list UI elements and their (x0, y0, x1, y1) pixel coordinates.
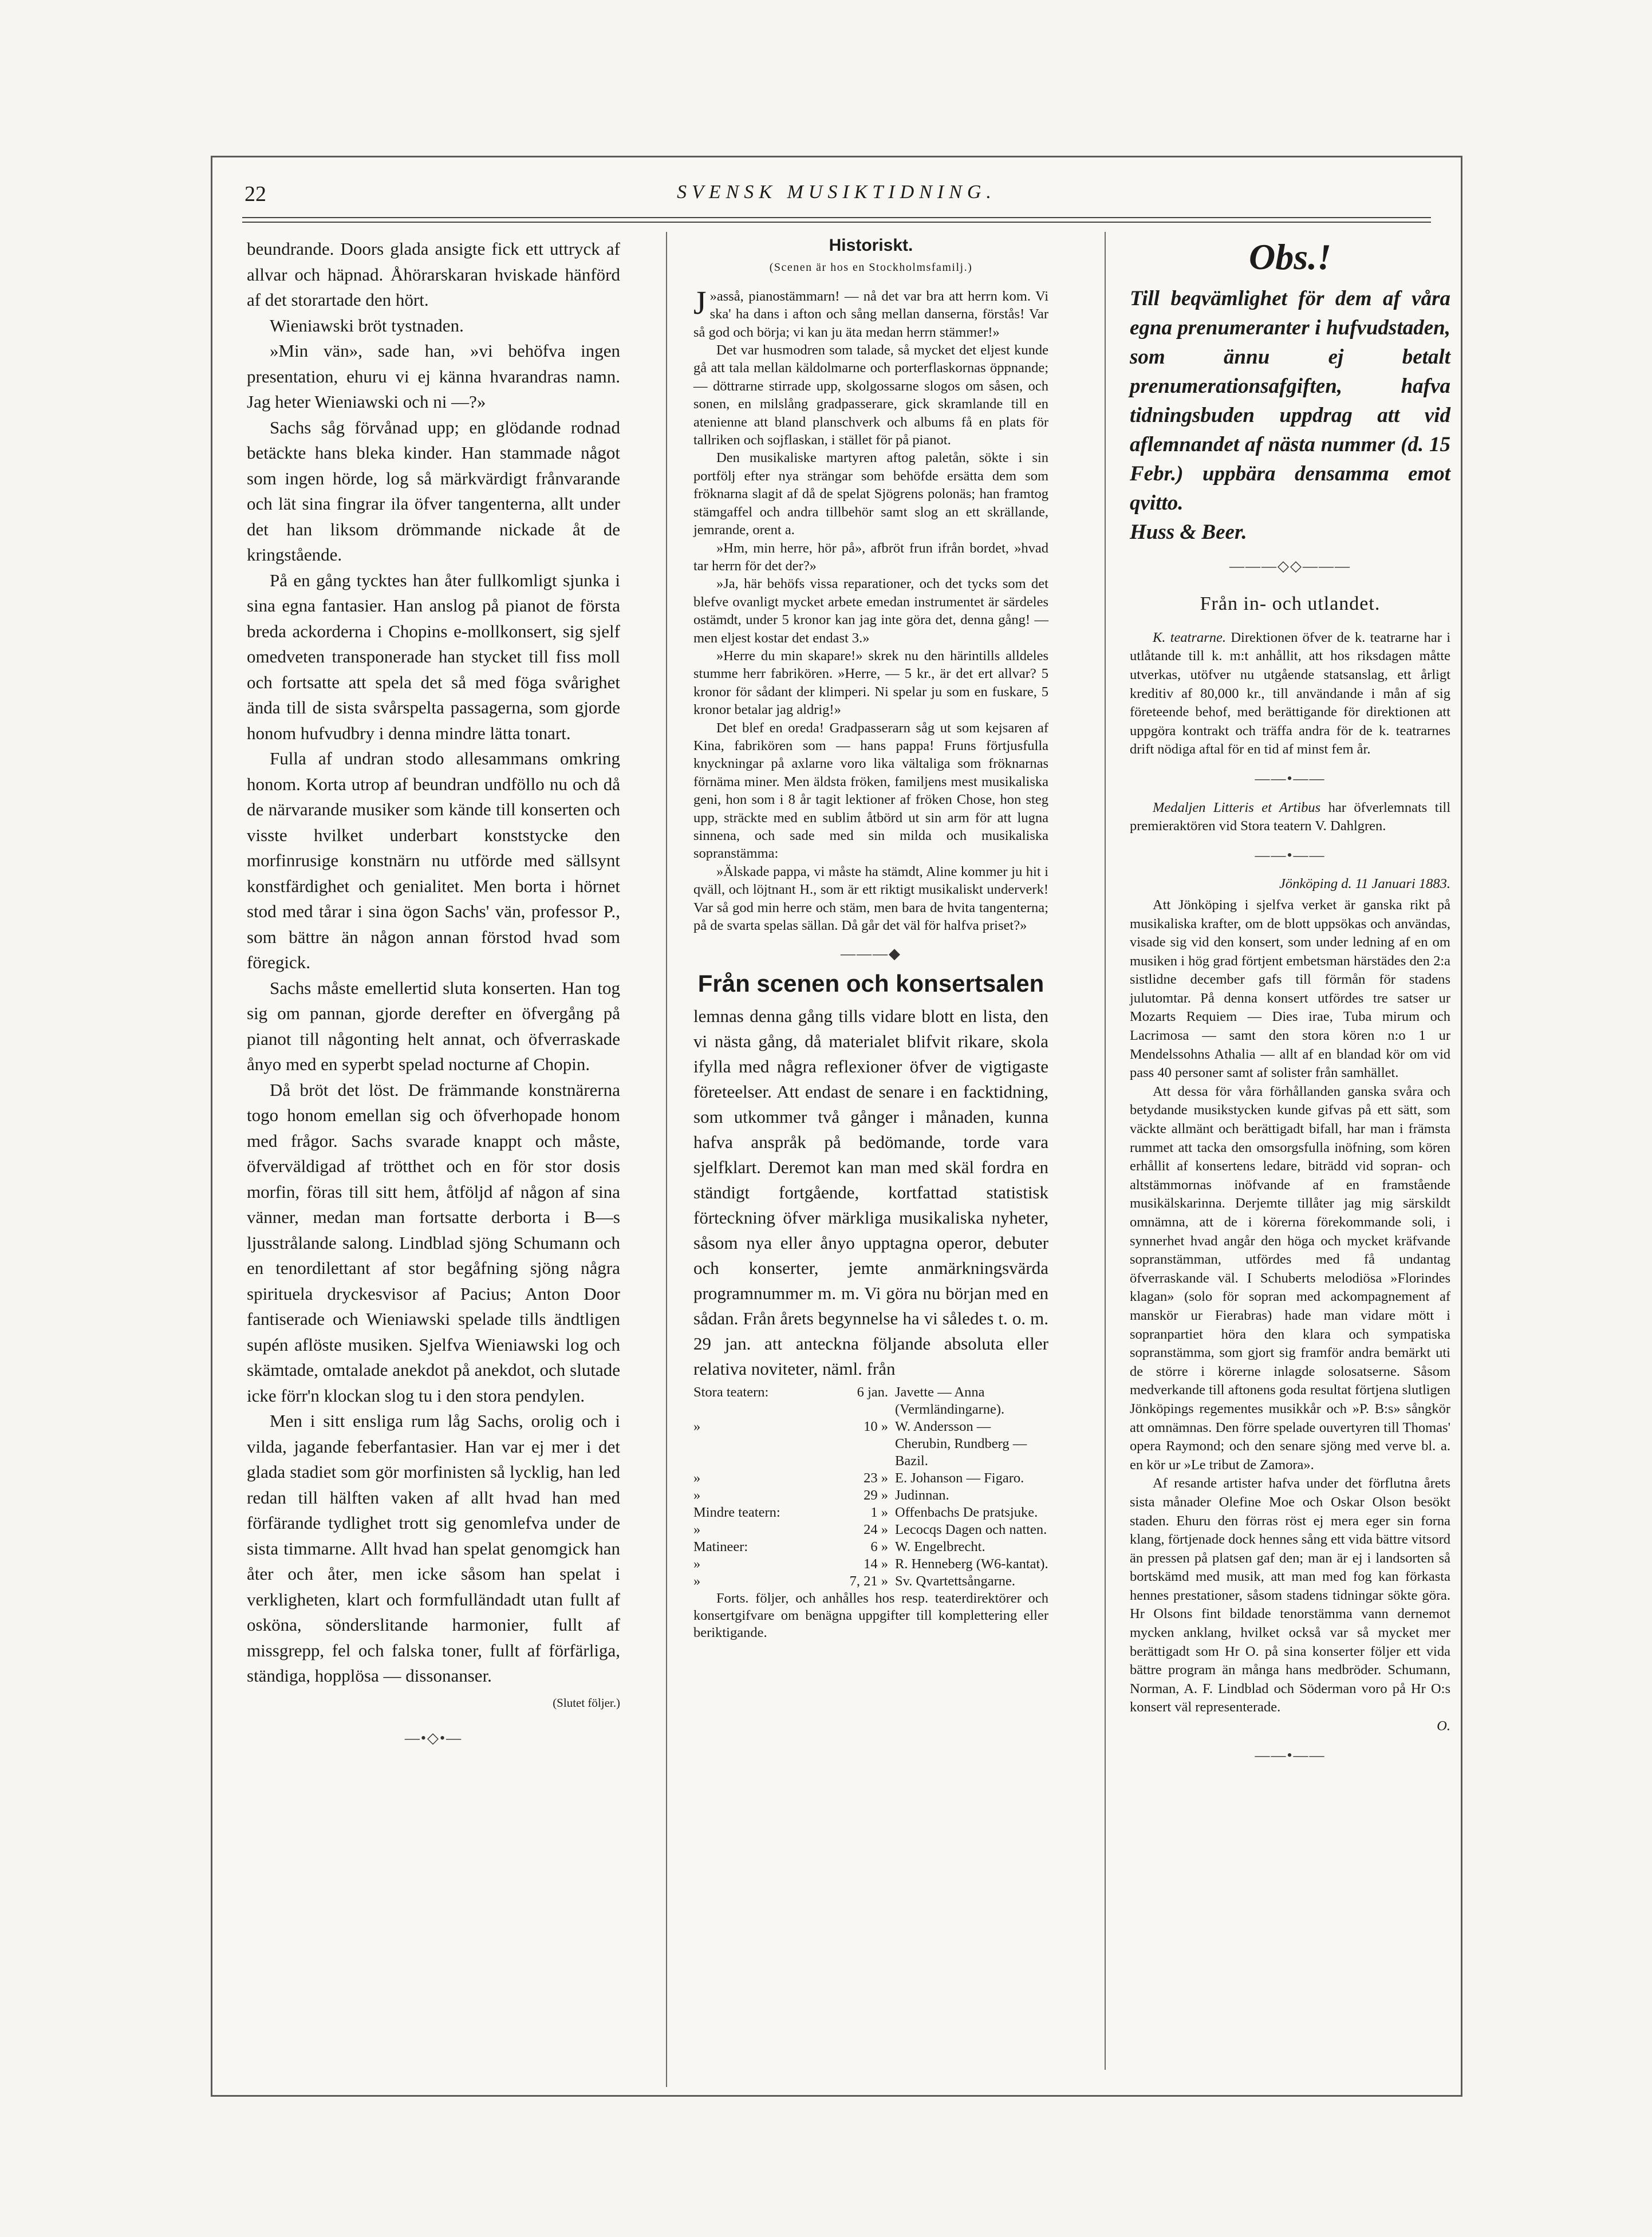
date-cell: 23 » (864, 1470, 888, 1486)
paragraph: »Ja, här behöfs vissa reparationer, och det tycks som det blefve ovanligt mycket arbete emedan instrumentet är särdeles ostämdt, under 5 kronor kan jag inte göra det, denna gång! — men eljest kostar det endast 3.» (693, 576, 1048, 646)
theatre-name: Matineer: (693, 1539, 748, 1555)
paragraph: har öfverlemnats till premieraktören vid Stora teatern V. Dahlgren. (1130, 799, 1451, 834)
date-cell: 24 » (864, 1522, 888, 1538)
section-heading-scenen: Från scenen och konsertsalen (697, 969, 1044, 997)
notice-signature: Huss & Beer. (1130, 520, 1247, 544)
premiere-row (693, 1521, 1048, 1538)
work-cell: W. Engelbrecht. (895, 1539, 985, 1555)
theatre-name: » (693, 1573, 701, 1589)
paragraph: Att dessa för våra förhållanden ganska svåra och betydande musikstycken kunde gifvas på ett sätt, som väckte allmänt och berättigadt bifall, har man i främsta rummet att tacka den omsorgsfulla inöfning, som kören erhållit af konsertens ledare, biträdd vid sopran- och altstämmornas inöfvande af en framstående musikälskarinna. Derjemte tillåter jag mig särskildt omnämna, att de i körerna förekommande soli, i synnerhet hvad angår den höga och mycket kräfvande sopranstämman, utfördes med få undantag öfverraskande väl. I Schuberts melodiösa »Florindes klagan» (solo för sopran med ackompagnement af manskör ur Fierabras) hade man vidare mött i sopranpartiet höra den klara och sympatiska sopranstämma, som gjort sig framför andra bemärkt uti de större i körerne inlagde solosatserne. Såsom medverkande till aftonens goda resultat förtjena slutligen Jönköpings regementes musikkår och »P. B:s» sångkör att omnämnas. Den förre spelade ouvertyren till Thomas' opera Raymond; och den senare sjöng med verve bl. a. en kör ur »Le tribut de Zamora». (1130, 1083, 1450, 1473)
work-cell: Judinnan. (895, 1488, 949, 1504)
theatre-name: » (693, 1470, 701, 1486)
premiere-row (693, 1573, 1048, 1590)
date-cell: 1 » (870, 1505, 888, 1521)
ornament-divider: ———◆ (841, 945, 901, 962)
theatre-name: Mindre teatern: (693, 1505, 780, 1521)
paragraph: Den musikaliske martyren aftog paletån, sökte i sin portfölj efter nya strängar som behöfde ersätta dem som fröknarna slagit af då de spelat Sjögrens polonäs; han framtog stämgaffel och andra tillbehör samt slog an ett skrällande, jemrande, orent a. (693, 450, 1048, 538)
work-cell: Lecocqs Dagen och natten. (895, 1522, 1047, 1538)
newspaper-page (211, 156, 1462, 2097)
ornament-divider: ———◇◇——— (1229, 557, 1351, 574)
date-cell: 14 » (864, 1556, 888, 1572)
paragraph: Sachs måste emellertid sluta konserten. Han tog sig om pannan, gjorde derefter en öfvergång på pianot till någonting helt annat, och öfverraskade ånyo med en syperbt spelad nocturne af Chopin. (247, 977, 620, 1074)
separator: ——•—— (1255, 1746, 1326, 1763)
drop-cap: J (693, 283, 707, 321)
date-cell: 7, 21 » (849, 1573, 888, 1589)
date-cell: 6 jan. (857, 1384, 888, 1400)
column-news (1130, 236, 1450, 1775)
ornament-divider: —•◇•— (404, 1730, 463, 1746)
paragraph: »asså, pianostämmarn! — nå det var bra att herrn kom. Vi ska' ha dans i afton och sång mellan danserna, förstås! Var så god och börja; vi kan ju äta medan herrn stämmer!» (693, 288, 1048, 340)
theatre-name: » (693, 1488, 701, 1504)
paragraph: »Min vän», sade han, »vi behöfva ingen presentation, ehuru vi ej känna hvarandras namn. Jag heter Wieniawski och ni —?» (247, 341, 620, 412)
paragraph: Det var husmodren som talade, så mycket det eljest kunde gå att tala mellan käldolmarne och porterflaskornas öppnande; — döttrarne stirrade upp, skolgossarne slogos om såsen, och sonen, en milslång gradpasserare, gick skramlande till en atenienne att bland planschverk och albums få en plats för tallriken och sojflaskan, i stället för på pianot. (693, 342, 1048, 448)
dateline: Jönköping d. 11 Januari 1883. (1279, 876, 1450, 892)
column-divider-1 (666, 232, 667, 2087)
section-intro-text: lemnas denna gång tills vidare blott en lista, den vi nästa gång, då materialet blifvit rikare, skola ifylla med några reflexioner öfver de vigtigaste företeelser. Att endast de senare i en facktidning, som utkommer två gånger i månaden, kunna hafva anspråk på bedömande, torde vara sjelfklart. Deremot kan man med skäl fordra en ständigt fortgående, kortfattad statistisk förteckning öfver märkliga musikaliska nyheter, såsom nya eller ånyo upptagna operor, debuter och konserter, jemte anmärkningsvärda programnummer m. m. Vi göra nu början med en sådan. Från årets begynnelse ha vi således t. o. m. 29 jan. att anteckna följande absoluta eller relativa noviteter, näml. från (693, 1006, 1048, 1379)
section-heading-historiskt: Historiskt. (829, 236, 913, 255)
running-title: SVENSK MUSIKTIDNING. (677, 182, 996, 203)
theatre-name: Stora teatern: (693, 1384, 769, 1400)
column-historiskt (693, 236, 1048, 1642)
author-signature: O. (1437, 1718, 1450, 1734)
premiere-row (693, 1384, 1048, 1418)
paragraph: Af resande artister hafva under det förflutna årets sista månader Olefine Moe och Oskar Olson besökt staden. Ehuru den förras röst ej mera eger sin forna klang, förtjenade dock hennes sång ett vida bättre vitsord än pressen på platsen gaf den; man är ej i landsorten så bortskämd med musik, att man med fog kan förkasta hennes prestationer, såsom stadens tidningar sökte göra. Hr Olsons fint bildade tenorstämma vann dernemot mycken anklang, hvilket också var så mycket mer berättigadt som Hr O. på sina konserter följer ett vida bättre program än många hans medbröder. Schumann, Norman, A. F. Lindblad och Söderman voro på Hr O:s konsert väl representerade. (1130, 1475, 1450, 1715)
premiere-row (693, 1418, 1048, 1470)
work-cell: Javette — Anna (Vermländingarne). (895, 1384, 1005, 1418)
footnote: Forts. följer, och anhålles hos resp. teaterdirektörer och konsertgifvare om benägna uppgifter till komplettering eller beriktigande. (693, 1591, 1048, 1641)
paragraph-lead: Medaljen Litteris et Artibus (1153, 799, 1321, 815)
paragraph: »Älskade pappa, vi måste ha stämdt, Aline kommer ju hit i qväll, och löjtnant H., som är ett riktigt musikaliskt underverk! Var så god min herre och stäm, men bara de hvita tangenterna; på de svarta spelas sällan. Då går det väl för halfva priset?» (693, 863, 1048, 934)
story-signoff: (Slutet följer.) (553, 1695, 620, 1710)
column-story (247, 236, 620, 1762)
work-cell: R. Henneberg (W6-kantat). (895, 1556, 1048, 1572)
header-rule (242, 217, 1431, 218)
premiere-list (693, 1384, 1048, 1590)
premiere-row (693, 1504, 1048, 1521)
paragraph: Att Jönköping i sjelfva verket är ganska rikt på musikaliska krafter, om de blott uppsökas och användas, visade sig vid den konsert, som under ledning af en om musiken i hög grad förtjent embetsman härstädes den 2:a sistlidne december gafs till förmån för stadens julutomtar. På denna konsert utfördes tre satser ur Mozarts Requiem — Dies irae, Tuba mirum och Lacrimosa — samt den stora kören n:o 1 ur Mendelssohns Athalia — allt af en blandad kör om vid pass 40 personer samt af solister från samhället. (1130, 897, 1450, 1081)
paragraph: Direktionen öfver de k. teatrarne har i utlåtande till k. m:t anhållit, att hos riksdagen måtte utverkas, utöfver nu utgående statsanslag, ett årligt kreditiv af 80,000 kr., till användande i mån af sig företeende behof, med berättigande för direktionen att uppgöra kontrakt och träffa andra för de k. teatrarnes drift nödiga aftal för en tid af minst fem år. (1130, 629, 1450, 757)
paragraph-lead: K. teatrarne. (1153, 629, 1227, 645)
theatre-name: » (693, 1556, 701, 1572)
date-cell: 10 » (864, 1419, 888, 1435)
notice-title: Obs.! (1248, 236, 1332, 277)
premiere-row (693, 1556, 1048, 1573)
paragraph: Det blef en oreda! Gradpasserarn såg ut som kejsaren af Kina, fabrikören som — hans pappa! Fruns förtjusfulla knyckningar på axlarne voro lika vältaliga som fröknarnas förnäma miner. Men äldsta fröken, familjens mest musikaliska geni, hon som i 8 år tagit lektioner af fröken Chose, hon steg upp, sträckte med en sublim åtbörd ut sin arm för att lugna sinnena, och sade med sin milda och musikaliska sopranstämma: (693, 720, 1048, 862)
paragraph: »Hm, min herre, hör på», afbröt frun ifrån bordet, »hvad tar herrn för det der?» (693, 540, 1048, 574)
paragraph: Sachs såg förvånad upp; en glödande rodnad betäckte hans bleka kinder. Han stammade något som ingen hörde, log så märkvärdigt frånvarande och lät sina fingrar ila öfver tangenterna, allt under det han liksom drömmande nickade åt de kringstående. (247, 417, 620, 565)
theatre-name: » (693, 1419, 701, 1435)
paragraph: beundrande. Doors glada ansigte fick ett uttryck af allvar och häpnad. Åhörarskaran hviskade hänförd af det storartade den hört. (247, 239, 620, 310)
work-cell: Sv. Qvartettsångarne. (895, 1573, 1015, 1589)
notice-text: Till beqvämlighet för dem af våra egna prenumeranter i hufvudstaden, som ännu ej betalt prenumerationsafgiften, hafva tidningsbuden uppdrag att vid aflemnandet af nästa nummer (d. 15 Febr.) uppbära densamma emot qvitto. (1130, 286, 1450, 515)
paragraph: Wieniawski bröt tystnaden. (270, 315, 464, 336)
scene-intro: (Scenen är hos en Stockholmsfamilj.) (769, 261, 973, 274)
paragraph: På en gång tycktes han åter fullkomligt sjunka i sina egna fantasier. Han anslog på pianot de första breda ackorderna i Chopins e-mollkonsert, sig sjelf omedveten transponerade han stycket till fiss moll och fortsatte att spela det så med föga svårighet ända till de sista svårspelta passagerna, som gjorde honom hufvudbry i denna mindre lätta tonart. (247, 570, 620, 743)
paragraph: Fulla af undran stodo allesammans omkring honom. Korta utrop af beundran undföllo nu och då de närvarande musiker som kände till konserten och visste hvilket underbart konststycke den morfinrusige konstnärn nu utförde med sällsynt konstfärdighet och genialitet. Men borta i hörnet stod med tårar i sina ögon Sachs' vän, professor P., som bättre än någon annan förstod hvad som föregick. (247, 748, 620, 972)
date-cell: 6 » (870, 1539, 888, 1555)
premiere-row (693, 1538, 1048, 1556)
premiere-row (693, 1487, 1048, 1504)
column-divider-2 (1105, 232, 1106, 2070)
work-cell: E. Johanson — Figaro. (895, 1470, 1024, 1486)
theatre-name: » (693, 1522, 701, 1538)
header-rule-2 (242, 222, 1431, 223)
date-cell: 29 » (864, 1488, 888, 1504)
page-number: 22 (245, 182, 266, 206)
paragraph: Då bröt det löst. De främmande konstnärerna togo honom emellan sig och öfverhopade honom med frågor. Sachs svarade knappt och måste, öfverväldigad af trötthet och en för stor dosis morfin, föras till sitt hem, åtföljd af någon af sina vänner, medan man fortsatte derborta i B—s ljusstrålande salong. Lindblad sjöng Schumann och en tenordilettant af stor begåfning sjöng några spirituela dryckesvisor af Pacius; Anton Door fantiserade och Wieniawski spelade tills ändtligen supén aflöste musiken. Sjelfva Wieniawski log och skämtade, omtalade anekdot på anekdot, och slutade icke förr'n klockan slog tu i den stora pendylen. (247, 1079, 620, 1406)
work-cell: Offenbachs De pratsjuke. (895, 1505, 1038, 1521)
paragraph: »Herre du min skapare!» skrek nu den härintills alldeles stumme herr fabrikören. »Herre, — 5 kr., är det ert allvar? 5 kronor för sådant der klimperi. Ni spelar ju som en fuskare, 5 kronor betalar jag aldrig!» (693, 648, 1048, 718)
paragraph: Men i sitt ensliga rum låg Sachs, orolig och i vilda, jagande feberfantasier. Han var ej mer i det glada stadiet som gör morfinisten så lycklig, han led redan till hälften vaken af allt hvad han med förfärande tydlighet trott sig genomlefva under de sista timmarne. Allt hvad han spelat genomgick han åter och åter, men icke såsom han spelat i verkligheten, klart och formfulländadt utan fullt af osköna, sönderslitande harmonier, fullt af missgrepp, fel och falska toner, fullt af förfärliga, ständiga, hopplösa — dissonanser. (247, 1411, 620, 1686)
separator: ——•—— (1255, 846, 1326, 863)
section-heading-utlandet: Från in- och utlandet. (1200, 593, 1381, 615)
work-cell: W. Andersson — Cherubin, Rundberg — Bazil. (895, 1419, 1027, 1469)
premiere-row (693, 1470, 1048, 1487)
page-header (212, 157, 1461, 224)
separator: ——•—— (1255, 770, 1326, 787)
